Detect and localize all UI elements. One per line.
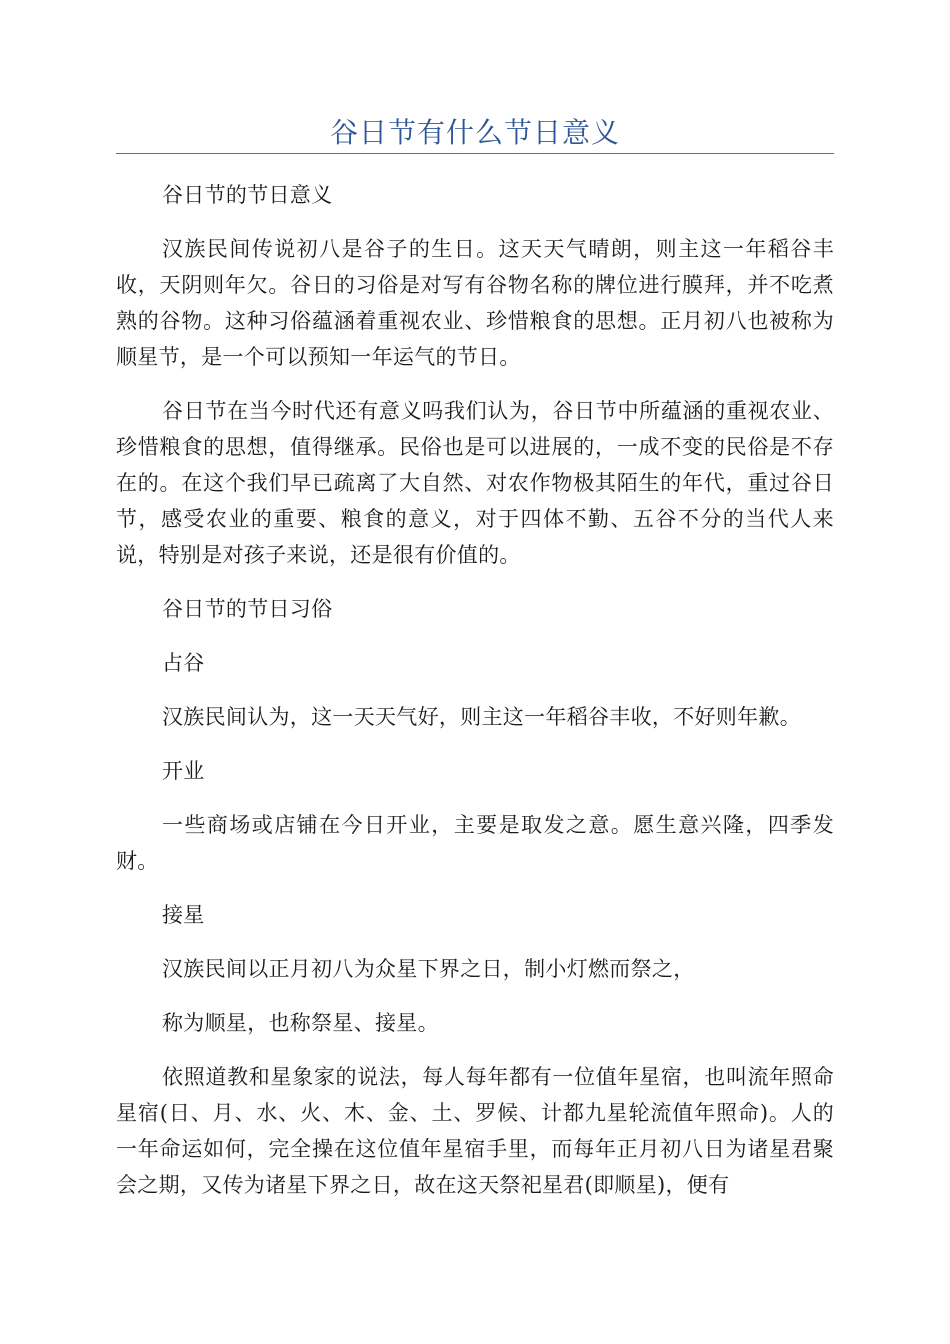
document-title: 谷日节有什么节日意义 [329, 116, 620, 149]
paragraph-significance: 谷日节在当今时代还有意义吗我们认为，谷日节中所蕴涵的重视农业、珍惜粮食的思想，值得继承。民俗也是可以进展的，一成不变的民俗是不存在的。在这个我们早已疏离了大自然、对农作物极其陌生的年代，重过谷日节，感受农业的重要、粮食的意义，对于四体不勤、五谷不分的当代人来说，特别是对孩子来说，还是很有价值的。 [116, 399, 834, 567]
paragraph-zhangu: 汉族民间认为，这一天天气好，则主这一年稻谷丰收，不好则年歉。 [162, 705, 801, 729]
paragraph-kaiye: 一些商场或店铺在今日开业，主要是取发之意。愿生意兴隆，四季发财。 [116, 813, 834, 873]
paragraph-taoist-stars: 依照道教和星象家的说法，每人每年都有一位值年星宿，也叫流年照命星宿(日、月、水、火、木、金、土、罗候、计都九星轮流值年照命)。人的一年命运如何，完全操在这位值年星宿手里，而每年正月初八日为诸星君聚会之期，又传为诸星下界之日，故在这天祭祀星君(即顺星)，便有 [116, 1065, 834, 1197]
section-heading-meaning: 谷日节的节日意义 [162, 183, 333, 207]
section-heading-customs: 谷日节的节日习俗 [162, 597, 333, 621]
document-page [116, 0, 834, 1221]
paragraph-legend: 汉族民间传说初八是谷子的生日。这天天气晴朗，则主这一年稻谷丰收，天阴则年欠。谷日的习俗是对写有谷物名称的牌位进行膜拜，并不吃煮熟的谷物。这种习俗蕴涵着重视农业、珍惜粮食的思想。正月初八也被称为顺星节，是一个可以预知一年运气的节日。 [116, 237, 834, 369]
subheading-jiexing: 接星 [162, 903, 205, 927]
subheading-kaiye: 开业 [162, 759, 205, 783]
paragraph-jiexing-1: 汉族民间以正月初八为众星下界之日，制小灯燃而祭之， [162, 957, 695, 981]
paragraph-jiexing-2: 称为顺星，也称祭星、接星。 [162, 1011, 439, 1035]
subheading-zhangu: 占谷 [162, 651, 205, 675]
document-body [116, 154, 834, 1203]
